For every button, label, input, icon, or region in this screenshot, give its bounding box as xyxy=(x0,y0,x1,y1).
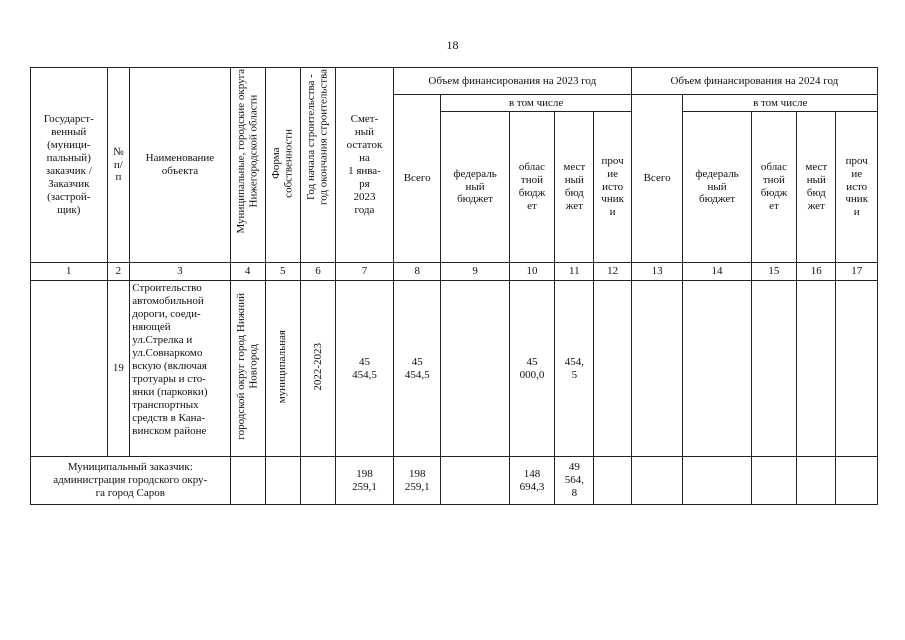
ownership: муниципальная xyxy=(276,329,289,404)
column-number: 9 xyxy=(441,263,509,281)
header-local-2023: мест ный бюд жет xyxy=(555,112,594,263)
summary-balance: 198 259,1 xyxy=(336,457,394,505)
object-name: Строительство автомобильной дороги, соеди- няющей ул.Стрелка и ул.Совнаркомо вскую (включая тротуары и сто- янки (парковки) транспортных средств в Кана- винском районе xyxy=(130,281,230,457)
district-cell xyxy=(230,281,265,457)
column-number: 3 xyxy=(130,263,230,281)
header-local-2024: мест ный бюд жет xyxy=(797,112,836,263)
column-number: 5 xyxy=(265,263,300,281)
header-including-2024: в том числе xyxy=(683,95,878,112)
header-other-2023: проч ие исто чник и xyxy=(594,112,631,263)
header-customer: Государст- венный (муници- пальный) заказчик / Заказчик (застрой- щик) xyxy=(31,68,108,263)
summary-empty xyxy=(230,457,265,505)
header-federal-2023: федераль ный бюджет xyxy=(441,112,509,263)
regional-2023: 45 000,0 xyxy=(509,281,554,457)
federal-2024 xyxy=(683,281,751,457)
column-number: 1 xyxy=(31,263,108,281)
header-total-2023: Всего xyxy=(393,95,441,263)
summary-regional-2023: 148 694,3 xyxy=(509,457,554,505)
header-object-name: Наименование объекта xyxy=(130,68,230,263)
customer-cell xyxy=(31,281,108,457)
summary-empty xyxy=(265,457,300,505)
header-financing-2024: Объем финансирования на 2024 год xyxy=(631,68,877,95)
page-number: 18 xyxy=(446,38,459,52)
header-district-cell xyxy=(230,68,265,263)
header-regional-2023: облас тной бюдж ет xyxy=(509,112,554,263)
summary-other-2024 xyxy=(836,457,878,505)
table-row xyxy=(31,281,878,457)
header-district: Муниципальные, городские округа Нижегородской области xyxy=(234,69,260,234)
header-financing-2023: Объем финансирования на 2023 год xyxy=(393,68,631,95)
column-numbers-row xyxy=(31,263,878,281)
row-number: 19 xyxy=(107,281,130,457)
header-row-number: № п/ п xyxy=(107,68,130,263)
header-years-cell xyxy=(300,68,335,263)
header-balance: Смет- ный остаток на 1 янва- ря 2023 года xyxy=(336,68,394,263)
column-number: 13 xyxy=(631,263,683,281)
ownership-cell xyxy=(265,281,300,457)
header-other-2024: проч ие исто чник и xyxy=(836,112,878,263)
header-years: Год начала строительства - год окончания строительства xyxy=(305,69,330,205)
column-number: 14 xyxy=(683,263,751,281)
other-2024 xyxy=(836,281,878,457)
header-ownership-cell xyxy=(265,68,300,263)
column-number: 10 xyxy=(509,263,554,281)
column-number: 17 xyxy=(836,263,878,281)
column-number: 7 xyxy=(336,263,394,281)
summary-federal-2024 xyxy=(683,457,751,505)
summary-other-2023 xyxy=(594,457,631,505)
district: городской округ город Нижний Новгород xyxy=(234,293,260,440)
summary-label: Муниципальный заказчик: администрация городского окру- га город Саров xyxy=(31,457,231,505)
construction-years: 2022-2023 xyxy=(311,342,324,391)
column-number: 4 xyxy=(230,263,265,281)
header-including-2023: в том числе xyxy=(441,95,631,112)
local-2024 xyxy=(797,281,836,457)
column-number: 15 xyxy=(751,263,796,281)
summary-empty xyxy=(300,457,335,505)
summary-local-2024 xyxy=(797,457,836,505)
header-total-2024: Всего xyxy=(631,95,683,263)
estimated-balance: 45 454,5 xyxy=(336,281,394,457)
column-number: 11 xyxy=(555,263,594,281)
summary-total-2023: 198 259,1 xyxy=(393,457,441,505)
header-federal-2024: федераль ный бюджет xyxy=(683,112,751,263)
total-2023: 45 454,5 xyxy=(393,281,441,457)
total-2024 xyxy=(631,281,683,457)
federal-2023 xyxy=(441,281,509,457)
column-number: 6 xyxy=(300,263,335,281)
other-2023 xyxy=(594,281,631,457)
header-ownership: Форма собственности xyxy=(270,128,295,198)
summary-total-2024 xyxy=(631,457,683,505)
local-2023: 454, 5 xyxy=(555,281,594,457)
summary-local-2023: 49 564, 8 xyxy=(555,457,594,505)
financing-table xyxy=(30,67,878,505)
summary-federal-2023 xyxy=(441,457,509,505)
summary-row xyxy=(31,457,878,505)
header-regional-2024: облас тной бюдж ет xyxy=(751,112,796,263)
column-number: 12 xyxy=(594,263,631,281)
column-number: 16 xyxy=(797,263,836,281)
years-cell xyxy=(300,281,335,457)
regional-2024 xyxy=(751,281,796,457)
summary-regional-2024 xyxy=(751,457,796,505)
column-number: 2 xyxy=(107,263,130,281)
column-number: 8 xyxy=(393,263,441,281)
